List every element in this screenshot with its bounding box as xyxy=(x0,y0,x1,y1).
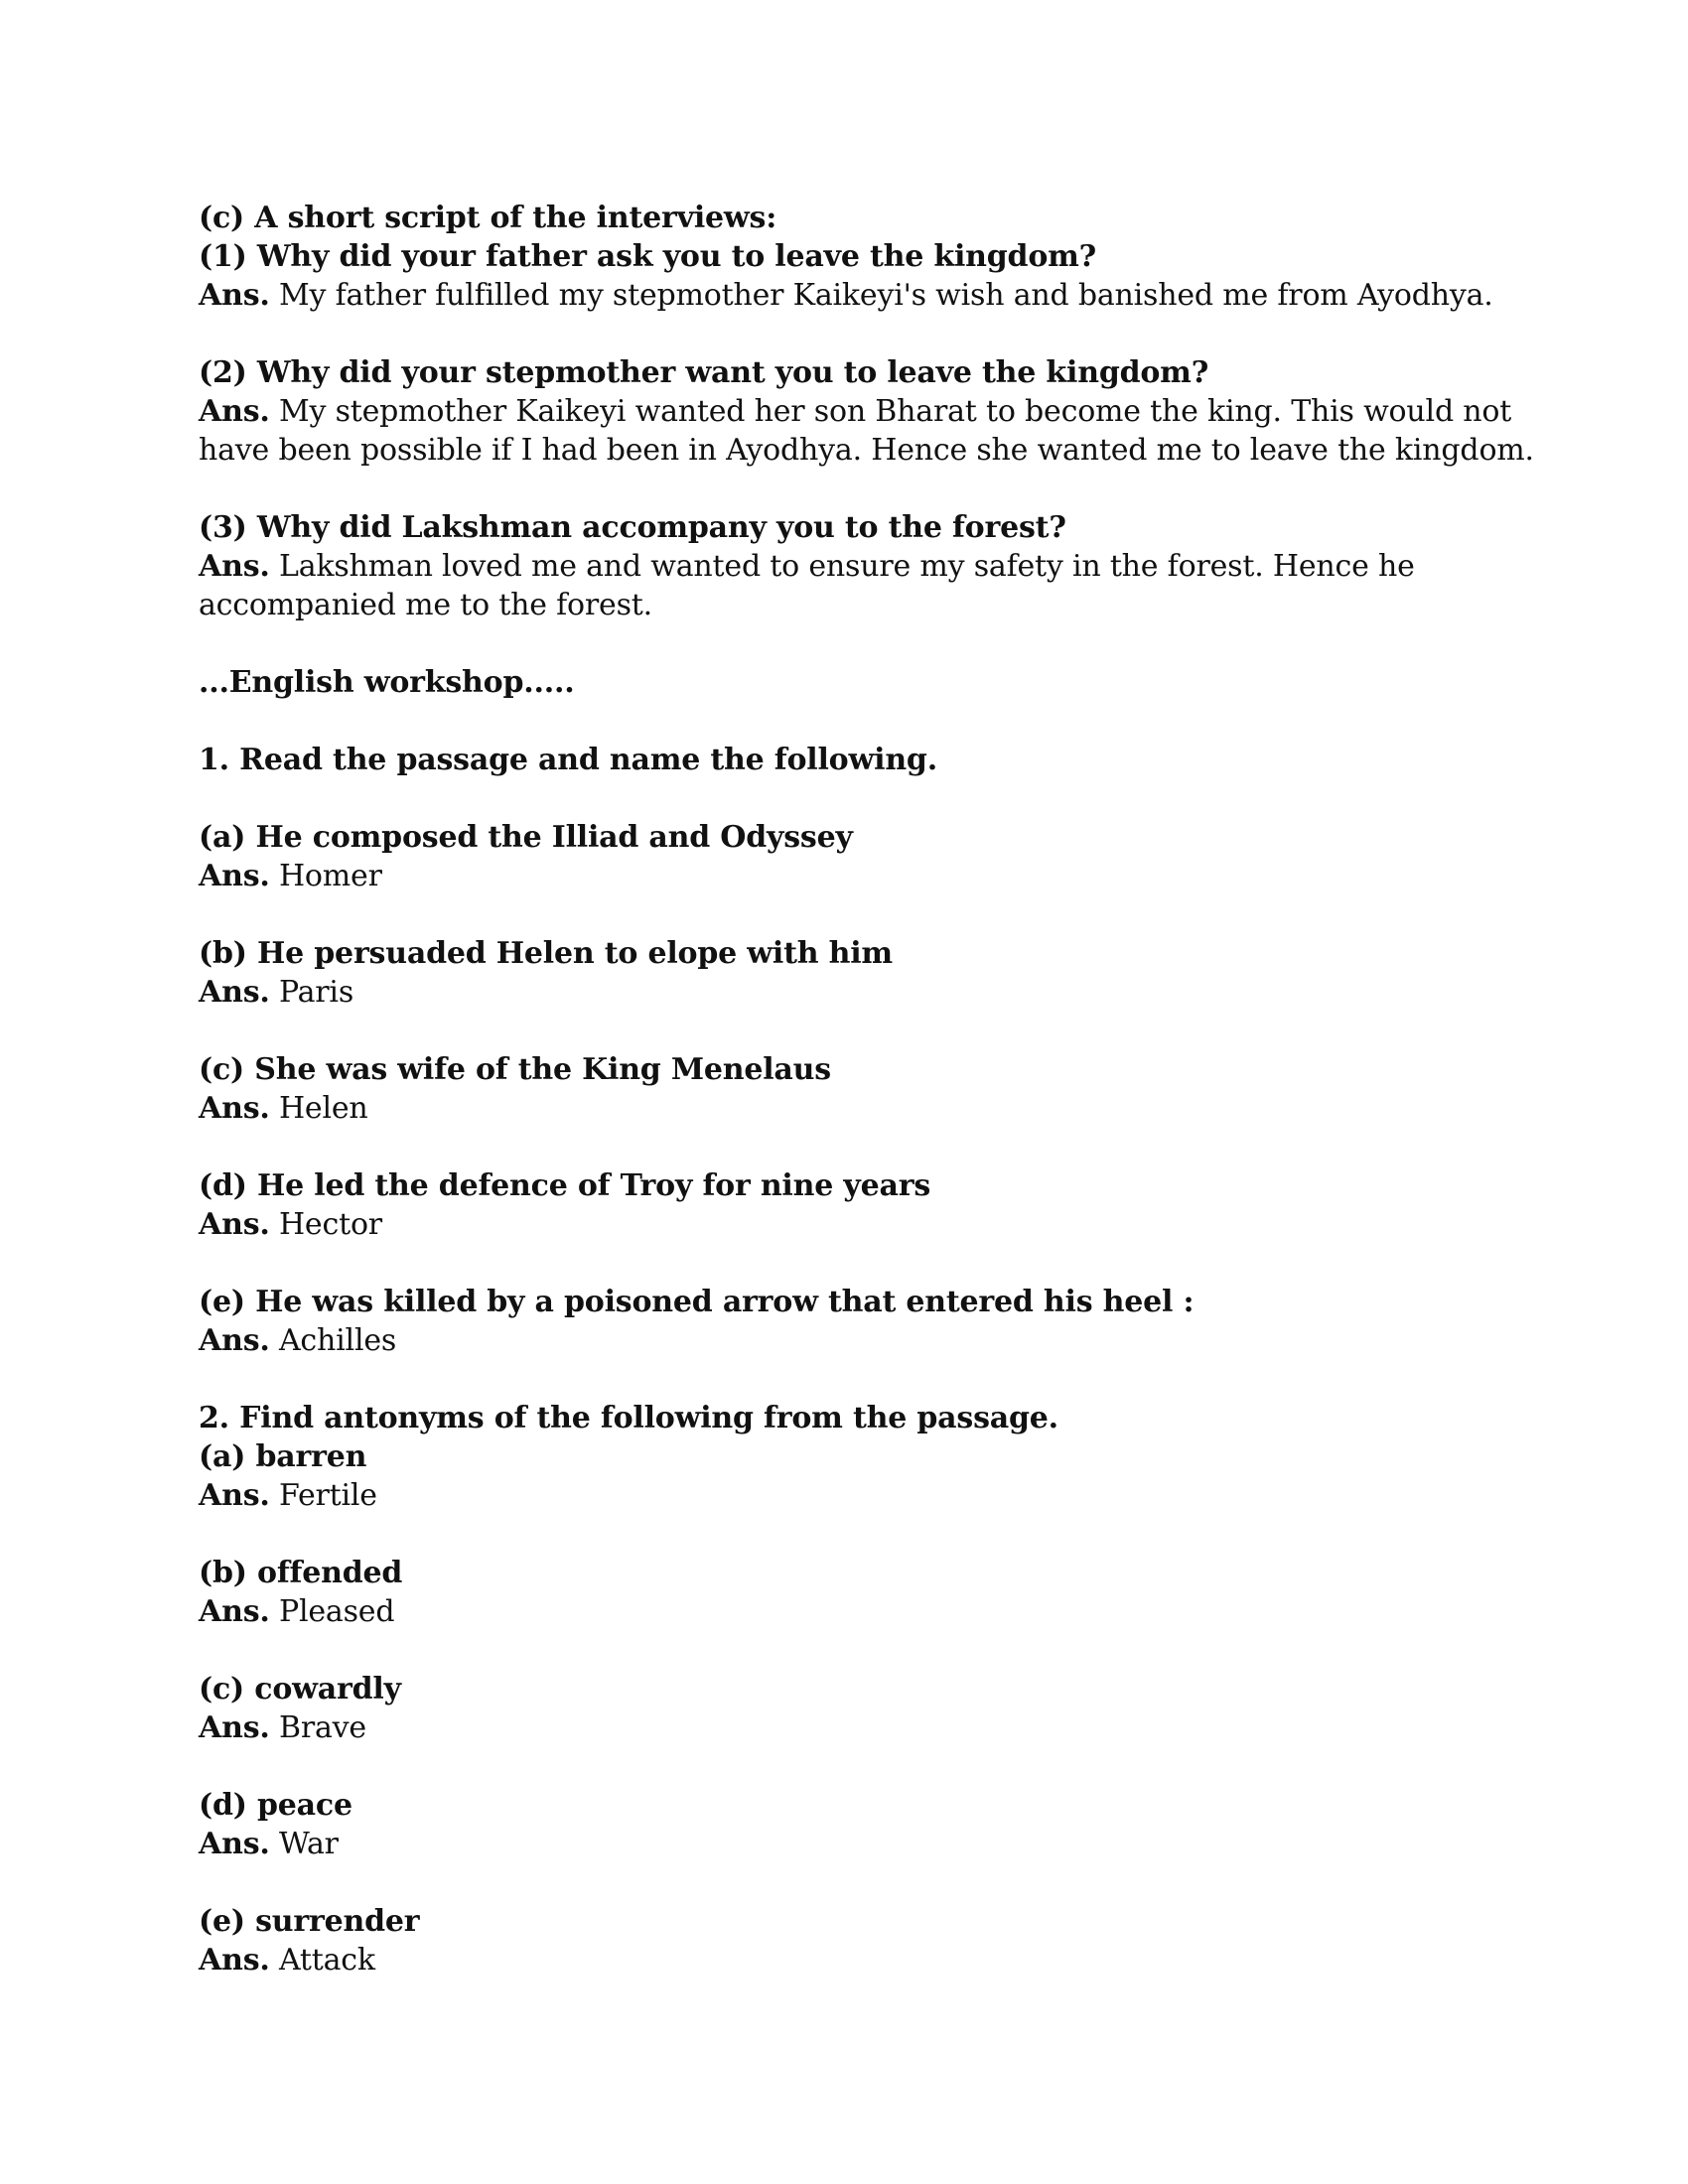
exercise-heading: 1. Read the passage and name the following. xyxy=(199,743,937,777)
answer-text: My stepmother Kaikeyi wanted her son Bharat to become the king. This would not xyxy=(278,394,1512,429)
exercise-question: (d) He led the defence of Troy for nine years xyxy=(199,1168,931,1203)
ans-label: Ans. xyxy=(199,1594,270,1629)
answer-text: Pleased xyxy=(278,1594,395,1629)
exercise-question: (e) He was killed by a poisoned arrow that entered his heel : xyxy=(199,1285,1195,1319)
section-heading: (c) A short script of the interviews: xyxy=(199,201,777,235)
answer-text: Attack xyxy=(278,1943,375,1978)
exercise-question: (b) He persuaded Helen to elope with him xyxy=(199,936,893,971)
antonym-word: (b) offended xyxy=(199,1556,403,1590)
exercise-question: (c) She was wife of the King Menelaus xyxy=(199,1052,831,1087)
answer-text: Hector xyxy=(278,1207,382,1242)
exercise-question: (a) He composed the Illiad and Odyssey xyxy=(199,820,853,855)
exercise-answer xyxy=(199,973,1509,1012)
interview-question: (2) Why did your stepmother want you to leave the kingdom? xyxy=(199,355,1209,390)
ans-label: Ans. xyxy=(199,1478,270,1513)
answer-text: Helen xyxy=(278,1091,368,1126)
interview-question: (3) Why did Lakshman accompany you to the forest? xyxy=(199,510,1066,545)
exercise-answer xyxy=(199,1089,1509,1128)
ans-label: Ans. xyxy=(199,859,270,893)
ans-label: Ans. xyxy=(199,1207,270,1242)
antonym-word: (c) cowardly xyxy=(199,1672,401,1706)
interview-answer xyxy=(199,547,1509,586)
ans-label: Ans. xyxy=(199,549,270,584)
exercise-answer xyxy=(199,1941,1509,1979)
exercise-heading: 2. Find antonyms of the following from the passage. xyxy=(199,1401,1058,1435)
exercise-answer xyxy=(199,1321,1509,1360)
ans-label: Ans. xyxy=(199,1091,270,1126)
answer-text: Paris xyxy=(278,975,354,1010)
answer-continuation: accompanied me to the forest. xyxy=(199,588,653,622)
exercise-answer xyxy=(199,1205,1509,1244)
ans-label: Ans. xyxy=(199,394,270,429)
answer-text: Fertile xyxy=(278,1478,377,1513)
answer-continuation: have been possible if I had been in Ayodhya. Hence she wanted me to leave the kingdom. xyxy=(199,433,1534,468)
answer-text: Homer xyxy=(278,859,382,893)
ans-label: Ans. xyxy=(199,1943,270,1978)
ans-label: Ans. xyxy=(199,1710,270,1745)
answer-text: War xyxy=(278,1827,339,1861)
answer-text: Brave xyxy=(278,1710,366,1745)
exercise-answer xyxy=(199,1592,1509,1631)
ans-label: Ans. xyxy=(199,1323,270,1358)
document-page xyxy=(199,199,1534,1979)
ans-label: Ans. xyxy=(199,1827,270,1861)
exercise-answer xyxy=(199,1476,1509,1515)
workshop-heading: ...English workshop..... xyxy=(199,665,575,700)
ans-label: Ans. xyxy=(199,278,270,313)
antonym-word: (a) barren xyxy=(199,1439,367,1474)
ans-label: Ans. xyxy=(199,975,270,1010)
exercise-answer xyxy=(199,1708,1509,1747)
answer-text: Achilles xyxy=(278,1323,397,1358)
antonym-word: (d) peace xyxy=(199,1788,352,1823)
interview-question: (1) Why did your father ask you to leave the kingdom? xyxy=(199,239,1097,274)
antonym-word: (e) surrender xyxy=(199,1904,420,1939)
answer-text: Lakshman loved me and wanted to ensure my safety in the forest. Hence he xyxy=(278,549,1415,584)
interview-answer xyxy=(199,276,1509,315)
answer-text: My father fulfilled my stepmother Kaikeyi's wish and banished me from Ayodhya. xyxy=(278,278,1493,313)
interview-answer xyxy=(199,392,1512,431)
exercise-answer xyxy=(199,1825,1509,1863)
exercise-answer xyxy=(199,857,1509,895)
